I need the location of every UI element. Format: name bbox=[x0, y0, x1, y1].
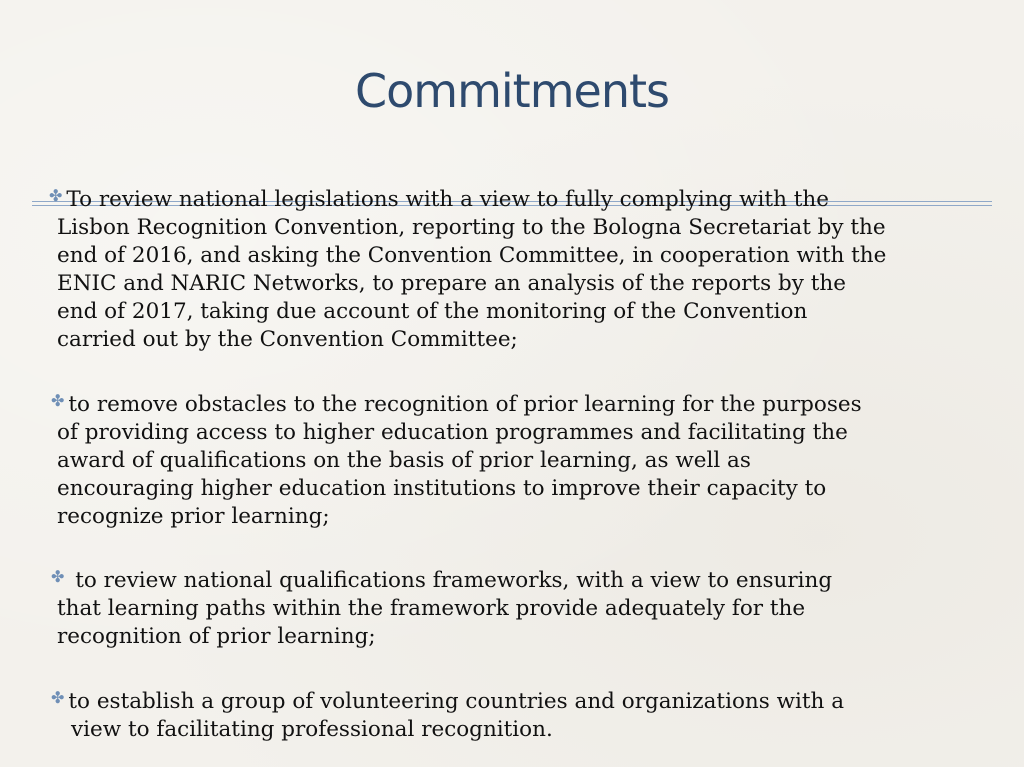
four-point-star-icon: ✤ bbox=[49, 186, 63, 205]
bullet-line: award of qualifications on the basis of prior learning, as well as bbox=[57, 448, 751, 473]
bullet-item-3 bbox=[51, 567, 833, 651]
bullet-line: carried out by the Convention Committee; bbox=[57, 327, 518, 352]
bullet-text: to remove obstacles to the recognition of prior learning for the purposes bbox=[68, 392, 862, 417]
bullet-line: end of 2017, taking due account of the monitoring of the Convention bbox=[57, 299, 808, 324]
bullet-line: Lisbon Recognition Convention, reporting to the Bologna Secretariat by the bbox=[57, 215, 886, 240]
bullet-line bbox=[49, 186, 886, 214]
bullet-line: recognize prior learning; bbox=[57, 504, 330, 529]
bullet-line: that learning paths within the framework provide adequately for the bbox=[57, 596, 806, 621]
bullet-text: to establish a group of volunteering countries and organizations with a bbox=[68, 689, 845, 714]
bullet-line: ENIC and NARIC Networks, to prepare an analysis of the reports by the bbox=[57, 271, 846, 296]
bullet-line: encouraging higher education institutions to improve their capacity to bbox=[57, 476, 827, 501]
bullet-item-1 bbox=[49, 186, 887, 354]
bullet-line: recognition of prior learning; bbox=[57, 624, 376, 649]
bullet-line: view to facilitating professional recognition. bbox=[71, 717, 553, 742]
bullet-text: To review national legislations with a view to fully complying with the bbox=[66, 187, 829, 212]
bullet-line bbox=[51, 688, 844, 716]
bullet-line: end of 2016, and asking the Convention Committee, in cooperation with the bbox=[57, 243, 887, 268]
bullet-item-2 bbox=[51, 391, 862, 531]
four-point-star-icon: ✤ bbox=[51, 391, 65, 410]
bullet-line bbox=[51, 567, 832, 595]
bullet-item-4 bbox=[51, 688, 845, 744]
slide-title: Commitments bbox=[355, 64, 669, 118]
bullet-line bbox=[51, 391, 862, 419]
bullet-text: to review national qualifications frameworks, with a view to ensuring bbox=[68, 568, 833, 593]
four-point-star-icon: ✤ bbox=[51, 688, 65, 707]
bullet-line: of providing access to higher education programmes and facilitating the bbox=[57, 420, 848, 445]
four-point-star-icon: ✤ bbox=[51, 567, 65, 586]
